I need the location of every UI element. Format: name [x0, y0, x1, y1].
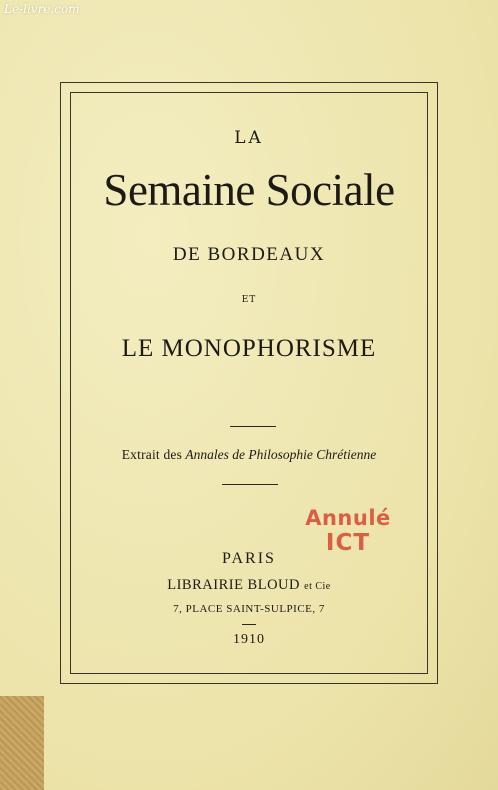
- library-label-tag: [0, 696, 44, 790]
- divider-rule: [230, 426, 276, 427]
- publisher-city: PARIS: [222, 550, 276, 567]
- subject-title: LE MONOPHORISME: [121, 335, 377, 362]
- stamp-line-1: Annulé: [305, 506, 391, 530]
- conjunction: ET: [241, 295, 257, 305]
- publisher-name: [70, 577, 428, 594]
- publisher-suffix: et Cie: [304, 581, 331, 592]
- divider-dash: [242, 624, 256, 625]
- journal-name: Annales de Philosophie Chrétienne: [185, 447, 377, 462]
- publication-year: 1910: [233, 632, 265, 647]
- title-article: LA: [234, 128, 264, 148]
- publisher-main: LIBRAIRIE BLOUD: [167, 577, 301, 593]
- title-block: [70, 92, 428, 674]
- publisher-address: 7, PLACE SAINT-SULPICE, 7: [173, 603, 325, 615]
- subtitle: DE BORDEAUX: [172, 244, 326, 265]
- stamp-line-2: ICT: [325, 530, 371, 556]
- divider-rule: [222, 484, 278, 485]
- site-watermark: Le-livre.com: [4, 2, 80, 16]
- annule-stamp: [300, 506, 396, 556]
- extract-prefix: Extrait des: [121, 447, 183, 462]
- extract-note: [70, 447, 428, 463]
- main-title: Semaine Sociale: [103, 165, 395, 215]
